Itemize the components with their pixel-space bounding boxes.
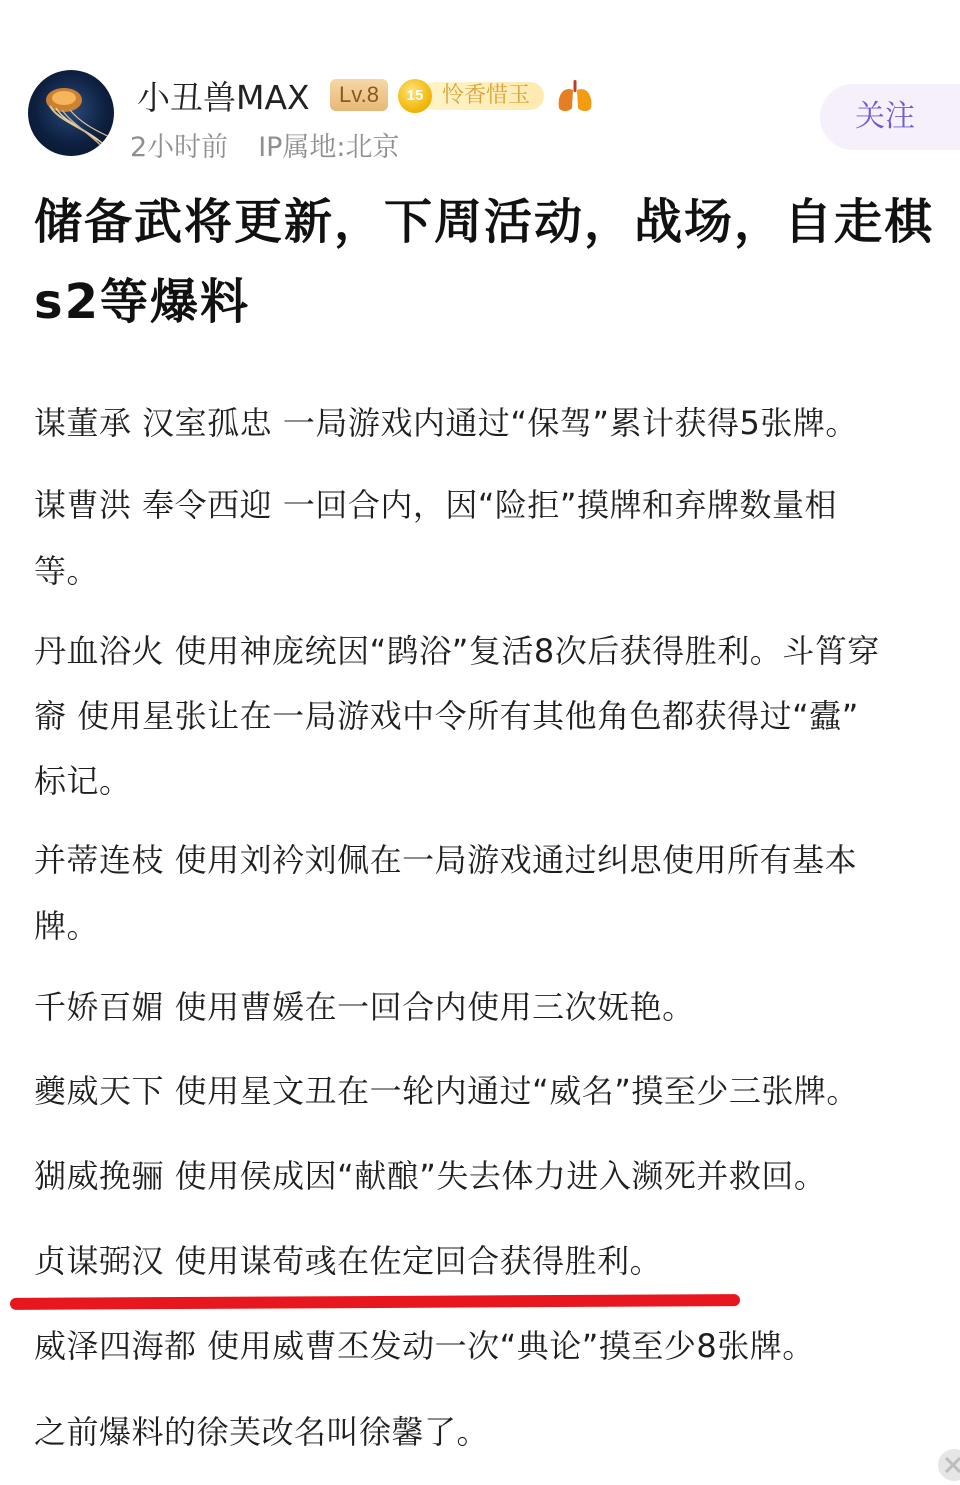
content-line: 谋曹洪 奉令西迎 一回合内，因“险拒”摸牌和弃牌数量相 bbox=[34, 486, 838, 524]
content-line: 谋董承 汉室孤忠 一局游戏内通过“保驾”累计获得5张牌。 bbox=[34, 404, 858, 442]
jellyfish-icon bbox=[28, 70, 114, 156]
content-line: 夔威天下 使用星文丑在一轮内通过“威名”摸至少三张牌。 bbox=[34, 1072, 859, 1110]
ip-location: IP属地:北京 bbox=[258, 132, 400, 163]
content-line: 丹血浴火 使用神庞统因“鹍浴”复活8次后获得胜利。斗筲穿 bbox=[34, 632, 880, 670]
content-line: 牌。 bbox=[34, 907, 100, 945]
post-title: 储备武将更新，下周活动，战场，自走棋s2等爆料 bbox=[34, 194, 935, 330]
medal-number-badge: 15 bbox=[398, 79, 432, 113]
highlighted-content-line: 贞谋弼汉 使用谋荀彧在佐定回合获得胜利。 bbox=[34, 1242, 663, 1280]
content-line: 千娇百媚 使用曹媛在一回合内使用三次妩艳。 bbox=[34, 988, 695, 1026]
avatar[interactable] bbox=[28, 70, 114, 156]
content-line: 猢威挽骊 使用侯成因“献酿”失去体力进入濒死并救回。 bbox=[34, 1157, 827, 1195]
content-line: 等。 bbox=[34, 552, 100, 590]
medal-name-badge: 怜香惜玉 bbox=[420, 82, 544, 110]
content-line: 威泽四海都 使用威曹丕发动一次“典论”摸至少8张牌。 bbox=[34, 1327, 815, 1365]
post-meta bbox=[130, 125, 400, 164]
lungs-icon bbox=[555, 78, 595, 114]
watermark-icon bbox=[926, 1410, 960, 1485]
content-line: 窬 使用星张让在一局游戏中令所有其他角色都获得过“蠹” bbox=[34, 697, 859, 735]
post-header bbox=[0, 0, 960, 175]
follow-button[interactable]: 关注 bbox=[820, 84, 960, 150]
author-name[interactable]: 小丑兽MAX bbox=[137, 78, 310, 117]
content-line: 标记。 bbox=[34, 762, 132, 800]
content-line: 并蒂连枝 使用刘衿刘佩在一局游戏通过纠思使用所有基本 bbox=[34, 841, 858, 879]
level-badge: Lv.8 bbox=[330, 79, 388, 111]
post-time: 2小时前 bbox=[130, 132, 229, 163]
content-line: 之前爆料的徐芙改名叫徐馨了。 bbox=[34, 1413, 490, 1451]
red-highlight-underline bbox=[10, 1294, 740, 1310]
